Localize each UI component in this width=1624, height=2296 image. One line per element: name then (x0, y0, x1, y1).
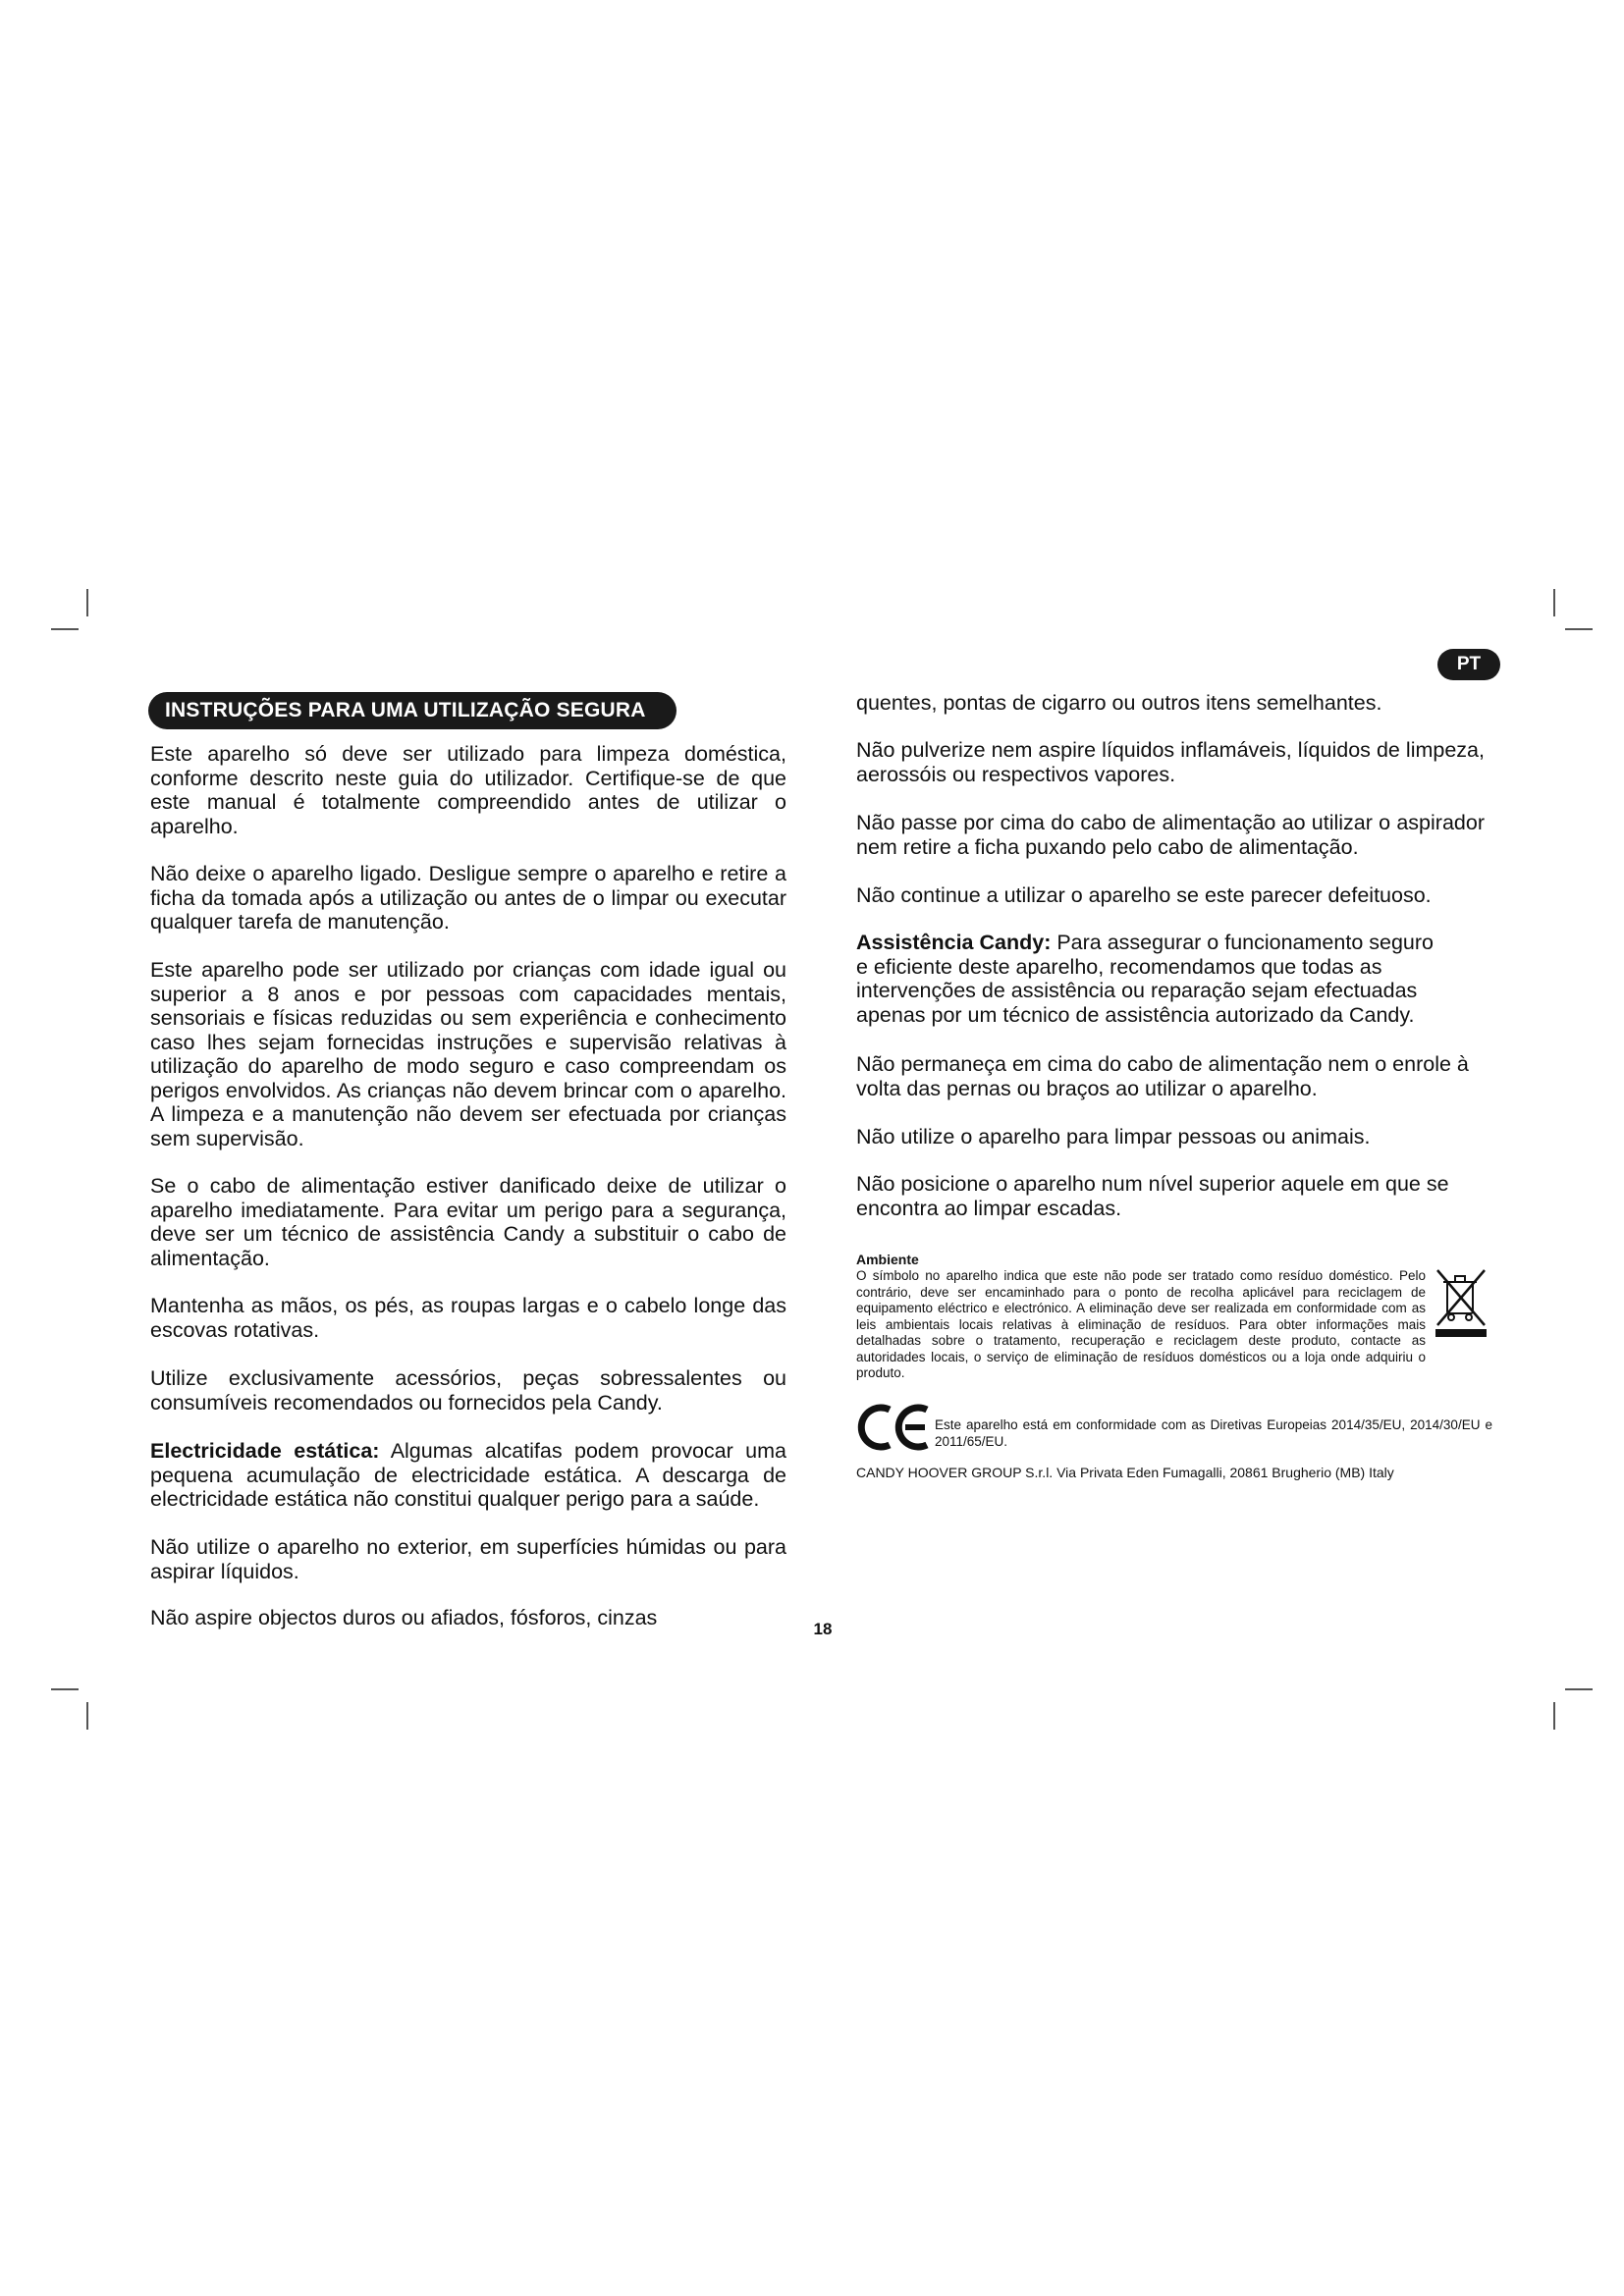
paragraph: quentes, pontas de cigarro ou outros itens semelhantes. (856, 691, 1382, 715)
language-badge: PT (1437, 649, 1500, 680)
company-address: CANDY HOOVER GROUP S.r.l. Via Privata Eden Fumagalli, 20861 Brugherio (MB) Italy (856, 1465, 1394, 1480)
paragraph-heading: Assistência Candy: (856, 931, 1052, 954)
page-number: 18 (813, 1620, 833, 1638)
paragraph-heading: Electricidade estática: (150, 1439, 380, 1463)
paragraph-body: Para assegurar o funcionamento seguro e eficiente deste aparelho, recomendamos que todas as intervenções de assistência ou reparação sejam efectuadas apenas por um técnico de assistência autorizado da Candy. (856, 931, 1434, 1027)
ce-mark-icon (856, 1402, 935, 1453)
crop-mark (86, 589, 88, 616)
environment-heading: Ambiente (856, 1252, 919, 1267)
paragraph-body: Algumas alcatifas podem provocar uma pequena acumulação de electricidade estática. A descarga de electricidade estática não constitui qualquer perigo para a saúde. (150, 1439, 786, 1511)
crop-mark (51, 1688, 79, 1690)
crop-mark (1553, 1702, 1555, 1730)
crop-mark (1565, 628, 1593, 630)
paragraph: Se o cabo de alimentação estiver danificado deixe de utilizar o aparelho imediatamente. Para evitar um perigo para a segurança, deve ser um técnico de assistência Candy a substituir o cabo de alimentação. (150, 1174, 786, 1270)
paragraph: Não utilize o aparelho no exterior, em superfícies húmidas ou para aspirar líquidos. (150, 1535, 786, 1583)
paragraph: Não utilize o aparelho para limpar pessoas ou animais. (856, 1125, 1371, 1148)
paragraph-static-electricity (150, 1439, 786, 1512)
paragraph: Não continue a utilizar o aparelho se este parecer defeituoso. (856, 883, 1432, 907)
paragraph: Não posicione o aparelho num nível superior aquele em que se encontra ao limpar escadas. (856, 1172, 1449, 1220)
environment-text: O símbolo no aparelho indica que este não pode ser tratado como resíduo doméstico. Pelo contrário, deve ser encaminhado para o ponto de recolha aplicável para reciclagem de equipamento eléctrico e electrónico. A eliminação deve ser realizada em conformidade com as leis ambientais locais relativas à eliminação de resíduos. Para obter informações mais detalhadas sobre o tratamento, recuperação e reciclagem deste produto, contacte as autoridades locais, o serviço de eliminação de resíduos domésticos ou a loja onde adquiriu o produto. (856, 1268, 1426, 1380)
crop-mark (1553, 589, 1555, 616)
paragraph: Este aparelho só deve ser utilizado para limpeza doméstica, conforme descrito neste guia do utilizador. Certifique-se de que este manual é totalmente compreendido antes de utilizar o aparelho. (150, 742, 786, 838)
crop-mark (86, 1702, 88, 1730)
paragraph: Não deixe o aparelho ligado. Desligue sempre o aparelho e retire a ficha da tomada após a utilização ou antes de o limpar ou executar qualquer tarefa de manutenção. (150, 862, 786, 934)
crop-mark (51, 628, 79, 630)
paragraph-assistance (856, 931, 1445, 1027)
paragraph: Mantenha as mãos, os pés, as roupas largas e o cabelo longe das escovas rotativas. (150, 1294, 786, 1342)
ce-compliance-text: Este aparelho está em conformidade com as Diretivas Europeias 2014/35/EU, 2014/30/EU e 2011/65/EU. (935, 1417, 1492, 1449)
section-title: INSTRUÇÕES PARA UMA UTILIZAÇÃO SEGURA (148, 692, 677, 729)
crossed-out-wheelie-bin-icon (1434, 1268, 1489, 1339)
paragraph: Utilize exclusivamente acessórios, peças sobressalentes ou consumíveis recomendados ou fornecidos pela Candy. (150, 1366, 786, 1415)
paragraph: Não aspire objectos duros ou afiados, fósforos, cinzas (150, 1606, 658, 1629)
paragraph: Não pulverize nem aspire líquidos inflamáveis, líquidos de limpeza, aerossóis ou respectivos vapores. (856, 738, 1485, 786)
crop-mark (1565, 1688, 1593, 1690)
paragraph: Não permaneça em cima do cabo de alimentação nem o enrole à volta das pernas ou braços ao utilizar o aparelho. (856, 1052, 1469, 1100)
paragraph: Este aparelho pode ser utilizado por crianças com idade igual ou superior a 8 anos e por pessoas com capacidades mentais, sensoriais e físicas reduzidas ou sem experiência e conhecimento caso lhes sejam fornecidas instruções e supervisão relativas à utilização do aparelho de modo seguro e caso compreendam os perigos envolvidos. As crianças não devem brincar com o aparelho. A limpeza e a manutenção não devem ser efectuada por crianças sem supervisão. (150, 958, 786, 1150)
paragraph: Não passe por cima do cabo de alimentação ao utilizar o aspirador nem retire a ficha puxando pelo cabo de alimentação. (856, 811, 1485, 859)
